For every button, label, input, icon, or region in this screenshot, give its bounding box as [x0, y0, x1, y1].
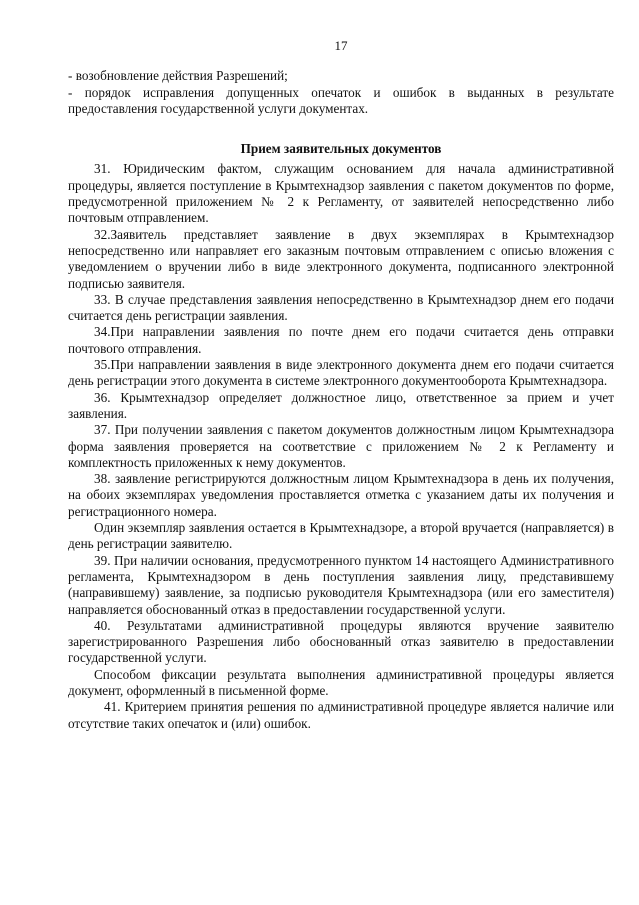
paragraph: 34.При направлении заявления по почте днем его подачи считается день отправки почтового отправления. — [68, 324, 614, 356]
paragraph: 31. Юридическим фактом, служащим основанием для начала административной процедуры, является поступление в Крымтехнадзор заявления с пакетом документов по форме, предусмотренной приложением № 2 к Регламенту, от заявителей непосредственно либо почтовым отправлением. — [68, 161, 614, 226]
paragraph: 41. Критерием принятия решения по административной процедуре является наличие или отсутствие таких опечаток и (или) ошибок. — [68, 699, 614, 731]
paragraph: 33. В случае представления заявления непосредственно в Крымтехнадзор днем его подачи считается день регистрации заявления. — [68, 291, 614, 324]
paragraph: 32.Заявитель представляет заявление в двух экземплярах в Крымтехнадзор непосредственно или направляет его заказным почтовым отправлением с описью вложения с уведомлением о вручении либо в виде электронного документа, подписанного электронной подписью заявителя. — [68, 226, 614, 291]
section-title: Прием заявительных документов — [240, 141, 442, 157]
paragraph: 37. При получении заявления с пакетом документов должностным лицом Крымтехнадзора форма заявления проверяется на соответствие с приложением № 2 к Регламенту и комплектность приложенных к нему документов. — [68, 422, 614, 470]
paragraph: 39. При наличии основания, предусмотренного пунктом 14 настоящего Административного регламента, Крымтехнадзором в день поступления заявления лицу, представившему (направившему) заявление, за подписью руководителя Крымтехнадзора (или его заместителя) направляется обоснованный отказ в предоставлении государственной услуги. — [68, 552, 614, 617]
paragraph: 36. Крымтехнадзор определяет должностное лицо, ответственное за прием и учет заявления. — [68, 389, 614, 421]
paragraph: Один экземпляр заявления остается в Крымтехнадзоре, а второй вручается (направляется) в день регистрации заявителю. — [68, 520, 614, 552]
intro-line: - порядок исправления допущенных опечаток и ошибок в выданных в результате предоставления государственной услуги документах. — [68, 84, 614, 116]
paragraph: 40. Результатами административной процедуры являются вручение заявителю зарегистрированного Разрешения либо обоснованный отказ заявителю в предоставлении государственной услуги. — [68, 617, 614, 666]
document-page — [68, 38, 614, 732]
paragraph: Способом фиксации результата выполнения административной процедуры является документ, оформленный в письменной форме. — [68, 666, 614, 698]
paragraph: 35.При направлении заявления в виде электронного документа днем его подачи считается день регистрации этого документа в системе электронного документооборота Крымтехнадзора. — [68, 357, 614, 389]
page-number: 17 — [334, 38, 348, 53]
paragraph: 38. заявление регистрируются должностным лицом Крымтехнадзора в день их получения, на обоих экземплярах уведомления проставляется отметка с указанием даты их получения и регистрационного номера. — [68, 471, 614, 519]
intro-line: - возобновление действия Разрешений; — [68, 68, 288, 84]
